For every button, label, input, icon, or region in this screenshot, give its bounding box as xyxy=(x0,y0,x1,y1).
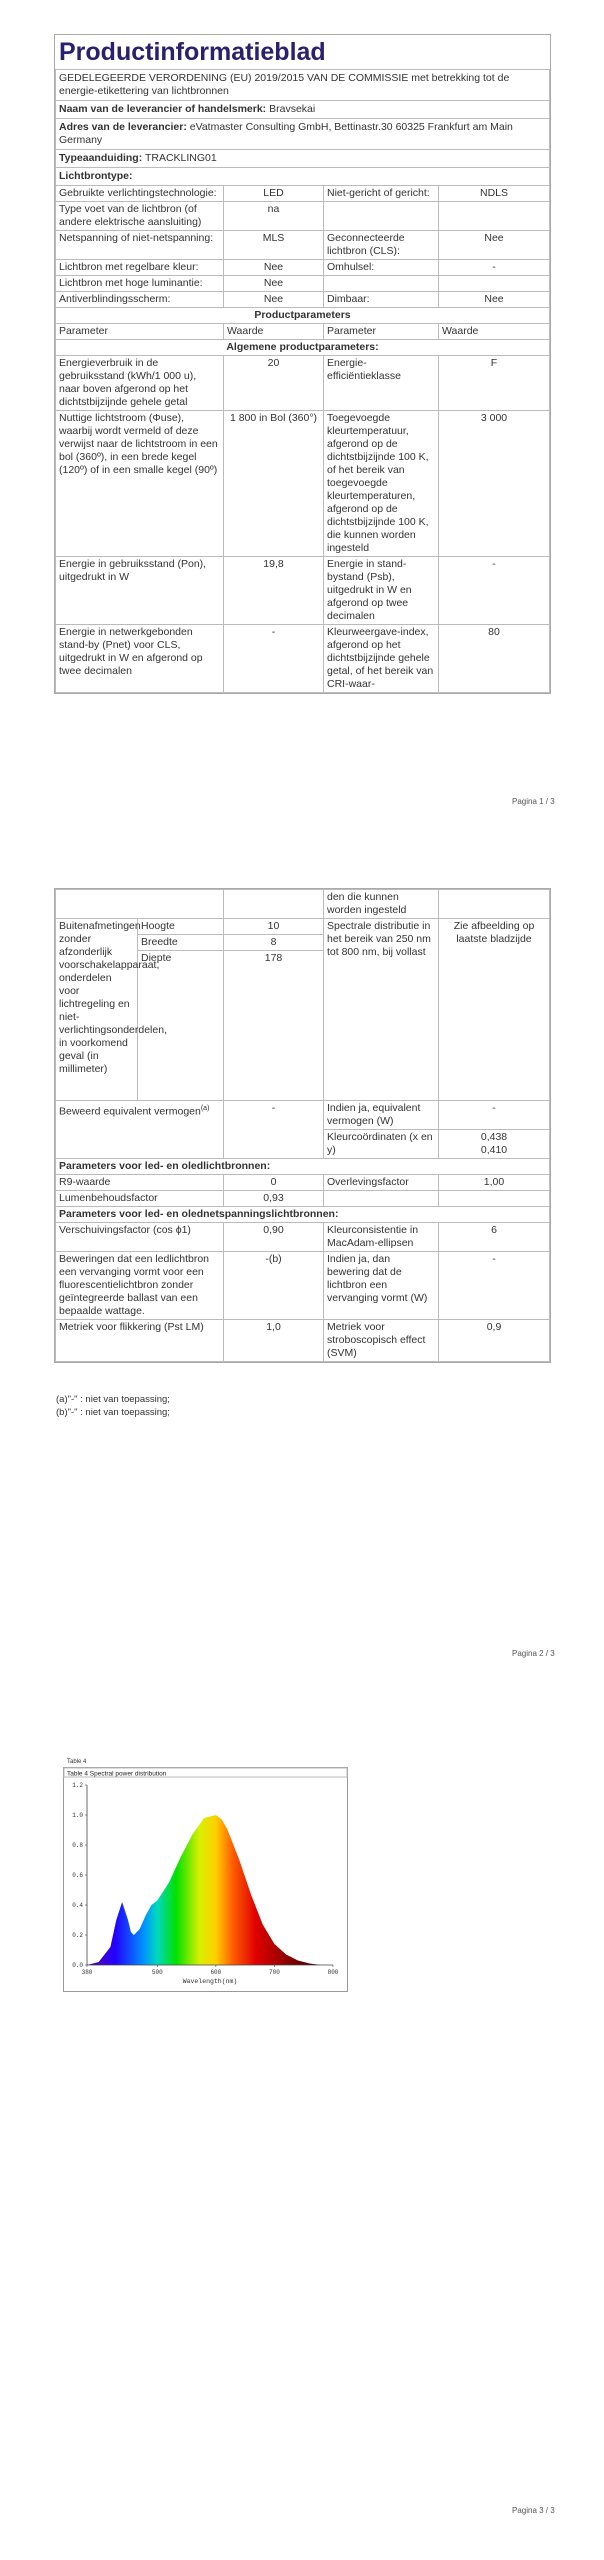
param-cell: Kleurcoördinaten (x en y) xyxy=(324,1130,439,1159)
dim-value: 10 xyxy=(224,919,324,935)
table-row xyxy=(56,1175,550,1191)
param-cell: Gebruikte verlichtingstechnologie: xyxy=(56,186,224,202)
doc-title: Productinformatieblad xyxy=(59,38,326,66)
table-row xyxy=(56,1252,550,1320)
x-tick-label: 600 xyxy=(210,1969,222,1976)
y-tick-label: 0.6 xyxy=(72,1872,83,1879)
value-cell: Nee xyxy=(439,292,550,308)
param-cell: Toegevoegde kleurtemperatuur, afgerond op de dichtstbijzijnde 100 K, of het bereik van toegevoegde kleurtemperaturen, afgerond op de dichtstbijzijnde 100 K, die kunnen worden ingesteld xyxy=(324,411,439,557)
empty-cell xyxy=(56,890,224,919)
param-cell: Energieverbruik in de gebruiksstand (kWh/1 000 u), naar boven afgerond op het dichtstbijzijnde gehele getal xyxy=(56,356,224,411)
x-tick-label: 380 xyxy=(81,1969,93,1976)
value-cell: LED xyxy=(224,186,324,202)
param-cell: Dimbaar: xyxy=(324,292,439,308)
dim-name: Hoogte xyxy=(138,919,224,935)
y-tick-label: 0.2 xyxy=(72,1932,83,1939)
value-cell: 6 xyxy=(439,1223,550,1252)
chart-title: Table 4 Spectral power distribution xyxy=(67,1770,167,1778)
param-cell: Beweringen dat een ledlichtbron een vervanging vormt voor een fluorescentielichtbron zonder geïntegreerde ballast van een bepaalde wattage. xyxy=(56,1252,224,1320)
y-tick-label: 1.2 xyxy=(72,1782,83,1789)
value-cell: - xyxy=(439,1252,550,1320)
param-cell: R9-waarde xyxy=(56,1175,224,1191)
param-cell: Metriek voor flikkering (Pst LM) xyxy=(56,1320,224,1362)
chroma-x: 0,438 xyxy=(480,1131,508,1143)
supplier-name: Bravsekai xyxy=(269,103,316,115)
spectral-label: Spectrale distributie in het bereik van 250 nm tot 800 nm, bij vollast xyxy=(324,919,439,1101)
param-cell: Netspanning of niet-netspanning: xyxy=(56,231,224,260)
table-row xyxy=(56,292,550,308)
value-cell xyxy=(439,202,550,231)
value-cell: NDLS xyxy=(439,186,550,202)
footnote-b: (b)"-" : niet van toepassing; xyxy=(56,1407,170,1418)
param-cell: Kleurweergave-index, afgerond op het dichtstbijzijnde gehele getal, of het bereik van CRI-waar- xyxy=(324,625,439,693)
value-cell: Nee xyxy=(224,292,324,308)
value-cell: 1,0 xyxy=(224,1320,324,1362)
regulation-text: GEDELEGEERDE VERORDENING (EU) 2019/2015 VAN DE COMMISSIE met betrekking tot de energie-etikettering van lichtbronnen xyxy=(56,70,550,101)
y-tick-label: 1.0 xyxy=(72,1812,83,1819)
table-row xyxy=(56,202,550,231)
x-tick-label: 500 xyxy=(151,1969,163,1976)
header-cell: Parameter xyxy=(324,324,439,340)
param-cell: Lumenbehoudsfactor xyxy=(56,1191,224,1207)
param-cell: Energie in stand-bystand (Psb), uitgedrukt in W en afgerond op twee decimalen xyxy=(324,557,439,625)
value-cell: 0,9 xyxy=(439,1320,550,1362)
footnote-a: (a)"-" : niet van toepassing; xyxy=(56,1394,170,1405)
page1-frame xyxy=(54,34,551,694)
footnote-ref: (a) xyxy=(200,1105,210,1112)
table-row xyxy=(56,260,550,276)
page-number: Pagina 1 / 3 xyxy=(512,797,555,806)
page-number: Pagina 3 / 3 xyxy=(512,2506,555,2515)
light-source-type: Lichtbrontype: xyxy=(56,168,550,186)
value-cell: Nee xyxy=(224,276,324,292)
param-cell: Indien ja, equivalent vermogen (W) xyxy=(324,1101,439,1130)
dims-label: Buitenafmetingen zonder afzonderlijk voorschakelapparaat, onderdelen voor lichtregeling en niet-verlichtingsonderdelen, in voorkomend geval (in millimeter) xyxy=(56,919,138,1101)
supplier-name-label: Naam van de leverancier of handelsmerk: xyxy=(59,103,267,115)
empty-cell xyxy=(439,890,550,919)
param-cell xyxy=(324,276,439,292)
page2-frame xyxy=(54,888,551,1363)
param-cell: Niet-gericht of gericht: xyxy=(324,186,439,202)
value-cell: na xyxy=(224,202,324,231)
param-cell: Kleurconsistentie in MacAdam-ellipsen xyxy=(324,1223,439,1252)
table-row xyxy=(56,919,550,935)
value-cell xyxy=(439,1191,550,1207)
value-cell: F xyxy=(439,356,550,411)
table-row xyxy=(56,186,550,202)
empty-cell xyxy=(224,890,324,919)
table-row xyxy=(56,557,550,625)
supplier-address: eVatmaster Consulting GmbH, Bettinastr.30 60325 Frankfurt am Main Germany xyxy=(59,121,513,146)
x-tick-label: 800 xyxy=(327,1969,339,1976)
value-cell: 3 000 xyxy=(439,411,550,557)
dim-value: 8 xyxy=(224,935,324,951)
param-cell: Energie in netwerkgebonden stand-by (Pnet) voor CLS, uitgedrukt in W en afgerond op twee decimalen xyxy=(56,625,224,693)
value-cell: Nee xyxy=(224,260,324,276)
value-cell: 80 xyxy=(439,625,550,693)
value-cell: 1,00 xyxy=(439,1175,550,1191)
chroma-y: 0,410 xyxy=(480,1144,508,1156)
header-row xyxy=(56,324,550,340)
param-cell: Geconnecteerde lichtbron (CLS): xyxy=(324,231,439,260)
model: TRACKLING01 xyxy=(144,152,217,164)
value-cell: 0,93 xyxy=(224,1191,324,1207)
value-cell xyxy=(439,276,550,292)
chart-svg xyxy=(63,1767,348,1992)
param-cell: Indien ja, dan bewering dat de lichtbron een vervanging vormt (W) xyxy=(324,1252,439,1320)
value-cell: Nee xyxy=(439,231,550,260)
x-tick-label: 700 xyxy=(269,1969,280,1976)
param-cell: Type voet van de lichtbron (of andere elektrische aansluiting) xyxy=(56,202,224,231)
value-cell: 0,90 xyxy=(224,1223,324,1252)
table-row xyxy=(56,356,550,411)
value-cell: - xyxy=(224,625,324,693)
led-params-title: Parameters voor led- en oledlichtbronnen: xyxy=(56,1159,550,1175)
equiv-label: Beweerd equivalent vermogen xyxy=(59,1105,201,1118)
dim-name: Breedte xyxy=(138,935,224,951)
param-cell: Nuttige lichtstroom (Φuse), waarbij wordt vermeld of deze verwijst naar de lichtstroom in een bol (360º), in een brede kegel (120º) of in een smalle kegel (90º) xyxy=(56,411,224,557)
table-row xyxy=(56,231,550,260)
spectral-chart xyxy=(63,1759,348,1994)
page1-table xyxy=(55,69,550,693)
x-axis-label: Wavelength(nm) xyxy=(182,1978,238,1985)
table-row xyxy=(56,1101,550,1130)
y-tick-label: 0.8 xyxy=(72,1842,83,1849)
param-cell: den die kunnen worden ingesteld xyxy=(324,890,439,919)
param-cell: Omhulsel: xyxy=(324,260,439,276)
value-cell: - xyxy=(439,260,550,276)
param-cell: Overlevingsfactor xyxy=(324,1175,439,1191)
value-cell: - xyxy=(439,1101,550,1130)
param-cell: Lichtbron met regelbare kleur: xyxy=(56,260,224,276)
general-params-title: Algemene productparameters: xyxy=(56,340,550,356)
chroma-cell xyxy=(439,1130,550,1159)
dim-value: 178 xyxy=(224,951,324,1101)
param-cell xyxy=(324,1191,439,1207)
spectral-value: Zie afbeelding op laatste bladzijde xyxy=(439,919,550,1101)
y-tick-label: 0.4 xyxy=(72,1902,83,1909)
value-cell: 0 xyxy=(224,1175,324,1191)
header-cell: Waarde xyxy=(439,324,550,340)
param-cell xyxy=(324,202,439,231)
page2-table xyxy=(55,889,550,1362)
value-cell: 20 xyxy=(224,356,324,411)
table-row xyxy=(56,276,550,292)
param-cell: Metriek voor stroboscopisch effect (SVM) xyxy=(324,1320,439,1362)
header-cell: Waarde xyxy=(224,324,324,340)
value-cell: 19,8 xyxy=(224,557,324,625)
model-row xyxy=(56,150,550,168)
param-cell: Verschuivingsfactor (cos ϕ1) xyxy=(56,1223,224,1252)
table-row xyxy=(56,411,550,557)
value-cell: - xyxy=(439,557,550,625)
mains-params-title: Parameters voor led- en olednetspanningslichtbronnen: xyxy=(56,1207,550,1223)
dim-name: Diepte xyxy=(138,951,224,1101)
chart-caption-top: Table 4 xyxy=(67,1759,87,1765)
param-cell: Energie in gebruiksstand (Pon), uitgedrukt in W xyxy=(56,557,224,625)
header-cell: Parameter xyxy=(56,324,224,340)
value-cell: 1 800 in Bol (360°) xyxy=(224,411,324,557)
supplier-address-row xyxy=(56,119,550,150)
param-cell: Antiverblindingsscherm: xyxy=(56,292,224,308)
model-label: Typeaanduiding: xyxy=(59,152,143,164)
table-row xyxy=(56,1320,550,1362)
supplier-name-row xyxy=(56,101,550,119)
footnotes xyxy=(56,1393,170,1419)
y-tick-label: 0.0 xyxy=(72,1962,83,1969)
supplier-address-label: Adres van de leverancier: xyxy=(59,121,187,133)
param-cell: Lichtbron met hoge luminantie: xyxy=(56,276,224,292)
product-params-title: Productparameters xyxy=(56,308,550,324)
table-row xyxy=(56,1191,550,1207)
table-row xyxy=(56,625,550,693)
value-cell: MLS xyxy=(224,231,324,260)
equiv-cell xyxy=(56,1101,224,1159)
page-number: Pagina 2 / 3 xyxy=(512,1649,555,1658)
table-row xyxy=(56,1223,550,1252)
param-cell: Energie-efficiëntieklasse xyxy=(324,356,439,411)
value-cell: -(b) xyxy=(224,1252,324,1320)
value-cell: - xyxy=(224,1101,324,1159)
